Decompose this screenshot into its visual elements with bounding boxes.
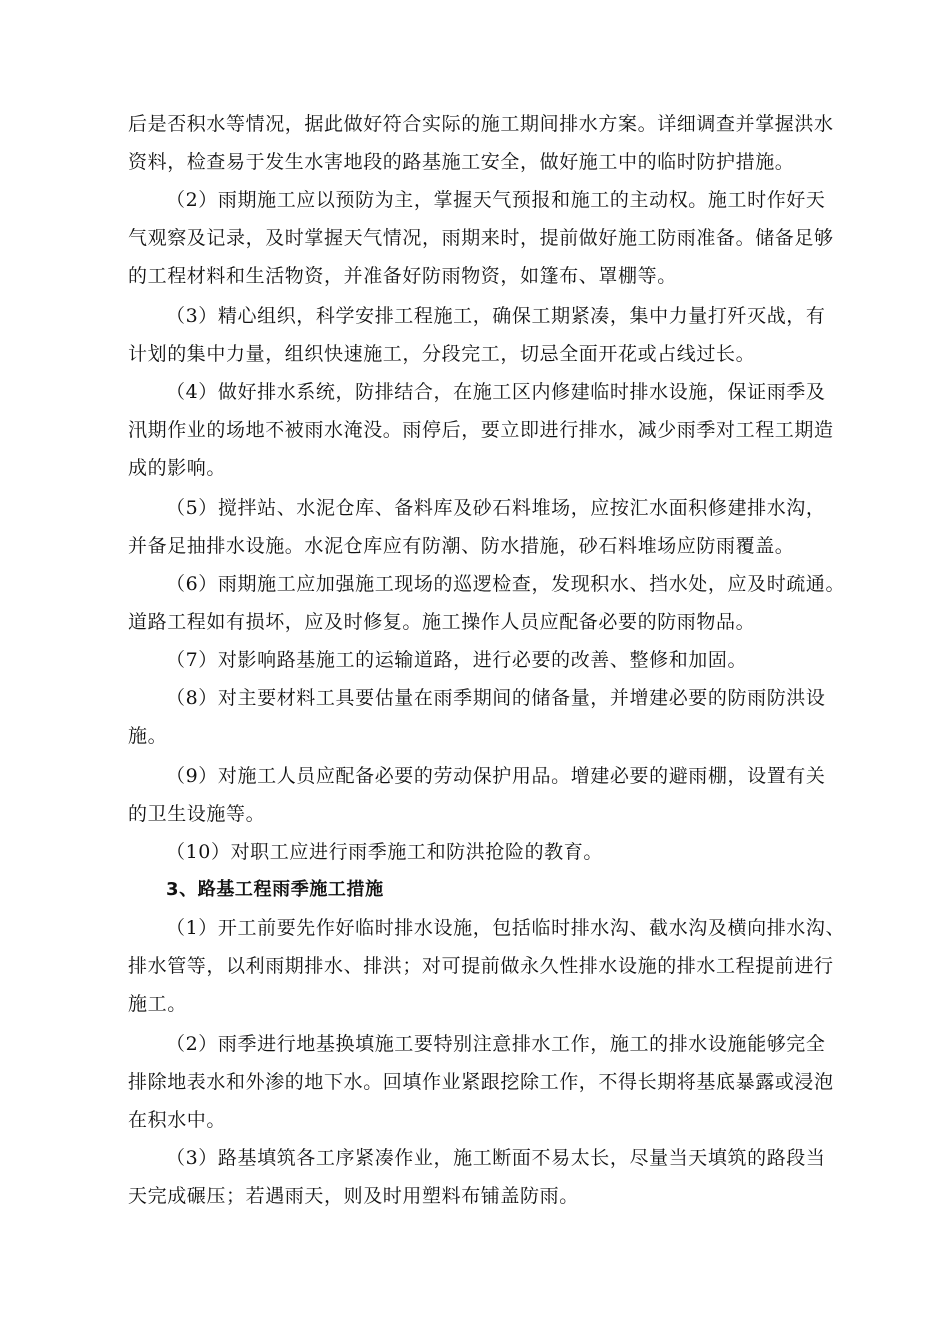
paragraph-7-line: （7）对影响路基施工的运输道路，进行必要的改善、整修和加固。 — [166, 649, 748, 671]
text-line: 的工程材料和生活物资，并准备好防雨物资，如篷布、罩棚等。 — [128, 265, 677, 287]
text-line: 施。 — [128, 725, 168, 747]
text-line: 的卫生设施等。 — [128, 803, 266, 825]
paragraph-2-line: （2）雨期施工应以预防为主，掌握天气预报和施工的主动权。施工时作好天 — [166, 189, 826, 211]
paragraph-4-line: （4）做好排水系统，防排结合，在施工区内修建临时排水设施，保证雨季及 — [166, 381, 826, 403]
text-line: 道路工程如有损坏，应及时修复。施工操作人员应配备必要的防雨物品。 — [128, 611, 756, 633]
section-heading: 3、路基工程雨季施工措施 — [166, 879, 384, 900]
paragraph-9-line: （9）对施工人员应配备必要的劳动保护用品。增建必要的避雨棚，设置有关 — [166, 765, 826, 787]
text-line: 气观察及记录，及时掌握天气情况，雨期来时，提前做好施工防雨准备。储备足够 — [128, 227, 834, 249]
text-line: 排水管等，以利雨期排水、排洪；对可提前做永久性排水设施的排水工程提前进行 — [128, 955, 834, 977]
text-line: 并备足抽排水设施。水泥仓库应有防潮、防水措施，砂石料堆场应防雨覆盖。 — [128, 535, 795, 557]
paragraph-s3-1-line: （1）开工前要先作好临时排水设施，包括临时排水沟、截水沟及横向排水沟、 — [166, 917, 846, 939]
text-line: 施工。 — [128, 993, 187, 1015]
text-line: 在积水中。 — [128, 1109, 227, 1131]
paragraph-10-line: （10）对职工应进行雨季施工和防洪抢险的教育。 — [166, 841, 603, 863]
text-line: 资料，检查易于发生水害地段的路基施工安全，做好施工中的临时防护措施。 — [128, 151, 795, 173]
paragraph-s3-2-line: （2）雨季进行地基换填施工要特别注意排水工作，施工的排水设施能够完全 — [166, 1033, 826, 1055]
text-line: 成的影响。 — [128, 457, 227, 479]
paragraph-s3-3-line: （3）路基填筑各工序紧凑作业，施工断面不易太长，尽量当天填筑的路段当 — [166, 1147, 826, 1169]
text-line: 后是否积水等情况，据此做好符合实际的施工期间排水方案。详细调查并掌握洪水 — [128, 113, 834, 135]
paragraph-8-line: （8）对主要材料工具要估量在雨季期间的储备量，并增建必要的防雨防洪设 — [166, 687, 826, 709]
text-line: 计划的集中力量，组织快速施工，分段完工，切忌全面开花或占线过长。 — [128, 343, 756, 365]
paragraph-3-line: （3）精心组织，科学安排工程施工，确保工期紧凑，集中力量打歼灭战，有 — [166, 305, 826, 327]
text-line: 天完成碾压；若遇雨天，则及时用塑料布铺盖防雨。 — [128, 1185, 579, 1207]
paragraph-6-line: （6）雨期施工应加强施工现场的巡逻检查，发现积水、挡水处，应及时疏通。 — [166, 573, 846, 595]
text-line: 汛期作业的场地不被雨水淹没。雨停后，要立即进行排水，减少雨季对工程工期造 — [128, 419, 834, 441]
text-line: 排除地表水和外渗的地下水。回填作业紧跟挖除工作，不得长期将基底暴露或浸泡 — [128, 1071, 834, 1093]
paragraph-5-line: （5）搅拌站、水泥仓库、备料库及砂石料堆场，应按汇水面积修建排水沟， — [166, 497, 826, 519]
